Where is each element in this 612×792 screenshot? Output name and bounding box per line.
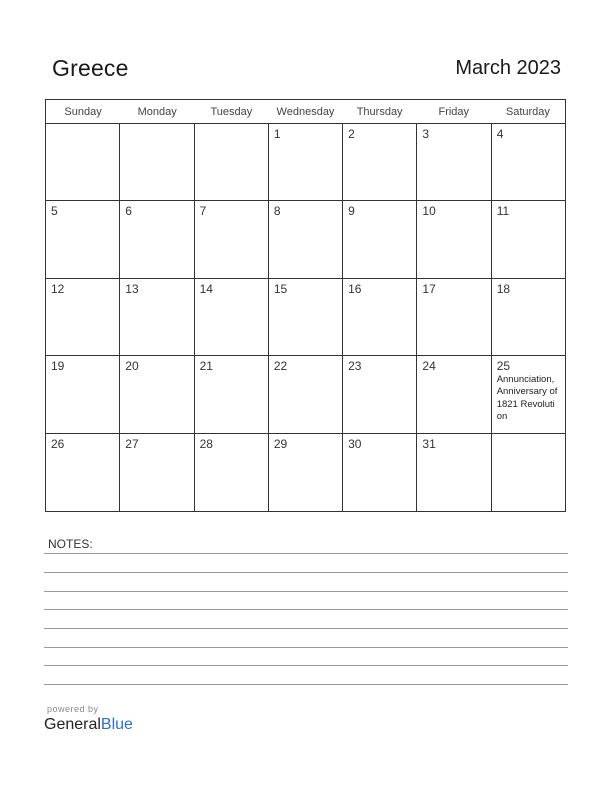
week-row-2	[46, 201, 565, 278]
day-cell	[268, 201, 342, 277]
weekday-saturday: Saturday	[505, 106, 550, 118]
day-cell	[342, 201, 416, 277]
note-line	[44, 684, 568, 685]
month-title: March 2023	[455, 57, 561, 79]
day-number: 30	[348, 436, 362, 451]
day-cell	[491, 434, 565, 511]
day-cell	[268, 124, 342, 200]
month-grid	[45, 99, 566, 512]
day-number: 17	[422, 281, 436, 296]
day-number: 20	[125, 359, 139, 374]
day-number: 6	[125, 204, 132, 219]
day-number: 22	[273, 359, 288, 374]
week-row-5	[46, 434, 565, 511]
day-number: 29	[273, 436, 288, 451]
weekday-tuesday: Tuesday	[210, 106, 253, 118]
day-number: 7	[199, 204, 207, 219]
day-number: 2	[348, 127, 355, 141]
day-number: 25	[496, 359, 511, 374]
day-cell	[194, 434, 268, 511]
day-number: 26	[51, 436, 65, 451]
day-cell	[491, 201, 565, 277]
day-cell	[416, 356, 490, 432]
day-number: 12	[51, 281, 65, 296]
note-line	[44, 572, 568, 573]
day-number: 10	[422, 204, 436, 219]
note-line	[44, 647, 568, 648]
weekday-sunday: Sunday	[64, 106, 102, 118]
note-line	[44, 628, 568, 629]
day-cell	[342, 434, 416, 511]
day-number: 21	[199, 359, 213, 374]
day-cell	[194, 279, 268, 355]
day-cell	[46, 434, 119, 511]
day-number: 11	[496, 204, 510, 219]
day-cell	[342, 279, 416, 355]
brand-general: General	[44, 716, 101, 733]
day-number: 13	[125, 281, 139, 296]
day-cell	[119, 279, 193, 355]
day-cell	[416, 434, 490, 511]
note-line	[44, 591, 568, 592]
day-cell	[119, 201, 193, 277]
day-cell	[46, 279, 119, 355]
holiday-label: Annunciation, Anniversary of 1821 Revolution	[496, 374, 558, 423]
day-cell	[268, 434, 342, 511]
day-cell	[194, 124, 268, 200]
day-cell	[268, 279, 342, 355]
weekday-monday: Monday	[137, 106, 177, 118]
day-number: 3	[422, 127, 430, 141]
day-cell	[46, 124, 119, 200]
day-number: 16	[348, 281, 362, 296]
day-cell	[46, 201, 119, 277]
day-number: 18	[496, 281, 511, 296]
day-cell	[194, 201, 268, 277]
day-cell	[194, 356, 268, 432]
day-cell	[416, 124, 490, 200]
day-cell	[416, 201, 490, 277]
day-number: 27	[125, 436, 139, 451]
day-number: 14	[199, 281, 213, 296]
note-line	[44, 609, 568, 610]
weekday-thursday: Thursday	[356, 106, 403, 118]
week-row-3	[46, 279, 565, 356]
generalblue-logo	[44, 716, 133, 734]
day-cell	[416, 279, 490, 355]
weekday-wednesday: Wednesday	[276, 106, 335, 118]
day-number: 19	[51, 359, 65, 374]
day-cell	[342, 356, 416, 432]
day-cell	[119, 124, 193, 200]
week-row-1	[46, 124, 565, 201]
day-cell	[491, 279, 565, 355]
day-number: 5	[51, 204, 58, 219]
day-number: 9	[348, 204, 355, 219]
day-cell	[119, 356, 193, 432]
weekday-friday: Friday	[438, 106, 470, 118]
weekday-header-row	[46, 100, 565, 124]
day-cell	[491, 124, 565, 200]
brand-blue: Blue	[100, 716, 133, 733]
day-number: 15	[273, 281, 288, 296]
day-number: 23	[348, 359, 362, 374]
day-cell	[46, 356, 119, 432]
day-number: 28	[199, 436, 213, 451]
note-line	[44, 553, 568, 554]
day-number: 31	[422, 436, 436, 451]
day-number: 8	[273, 204, 281, 219]
note-line	[44, 665, 568, 666]
country-title: Greece	[52, 55, 129, 81]
day-number: 24	[422, 359, 436, 374]
week-row-4	[46, 356, 565, 433]
day-cell	[119, 434, 193, 511]
day-cell	[268, 356, 342, 432]
day-cell	[342, 124, 416, 200]
powered-by-text: powered by	[47, 704, 99, 714]
day-cell-holiday	[491, 356, 565, 432]
day-number: 1	[273, 127, 281, 141]
notes-label: NOTES:	[48, 537, 93, 551]
day-number: 4	[496, 127, 504, 141]
